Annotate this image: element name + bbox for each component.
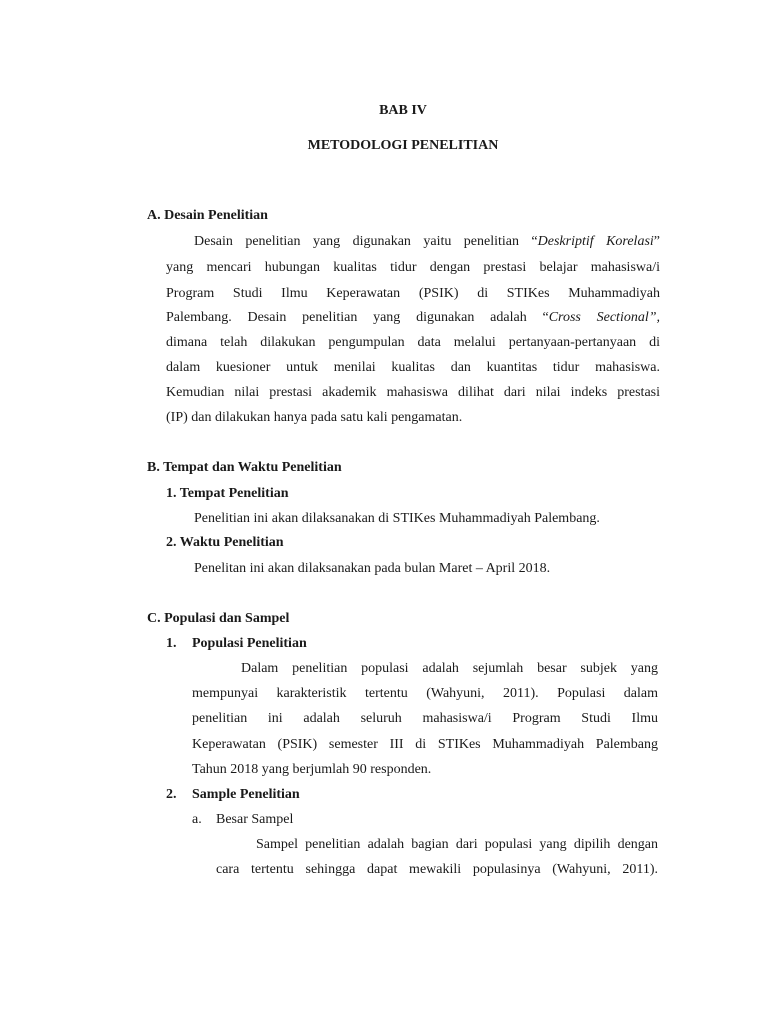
section-c-item-1-line-4: Keperawatan (PSIK) semester III di STIKes Muhammadiyah Palembang xyxy=(192,737,658,752)
section-a-line-5: dimana telah dilakukan pengumpulan data melalui pertanyaan-pertanyaan di xyxy=(166,335,660,350)
section-c-item-1-line-5: Tahun 2018 yang berjumlah 90 responden. xyxy=(192,762,432,777)
section-c-sub-a-heading: Besar Sampel xyxy=(216,812,294,827)
section-b-item-1-text: Penelitian ini akan dilaksanakan di STIKes Muhammadiyah Palembang. xyxy=(194,511,600,526)
page-title: METODOLOGI PENELITIAN xyxy=(307,138,499,153)
section-c-heading: C. Populasi dan Sampel xyxy=(147,611,290,626)
section-c-item-1-number: 1. xyxy=(166,636,177,651)
section-b-heading: B. Tempat dan Waktu Penelitian xyxy=(147,460,342,475)
section-b-item-2-text: Penelitan ini akan dilaksanakan pada bulan Maret – April 2018. xyxy=(194,561,551,576)
section-c-item-1-heading: Populasi Penelitian xyxy=(192,636,307,651)
chapter-heading: BAB IV xyxy=(379,103,427,118)
section-a-line-3: Program Studi Ilmu Keperawatan (PSIK) di STIKes Muhammadiyah xyxy=(166,286,660,301)
section-c-sub-a-line-2: cara tertentu sehingga dapat mewakili populasinya (Wahyuni, 2011). xyxy=(216,862,658,877)
section-c-item-1-line-1: Dalam penelitian populasi adalah sejumlah besar subjek yang xyxy=(241,661,658,676)
section-a-line-7: Kemudian nilai prestasi akademik mahasiswa dilihat dari nilai indeks prestasi xyxy=(166,385,660,400)
section-c-sub-a-letter: a. xyxy=(192,812,202,827)
section-a-line-8: (IP) dan dilakukan hanya pada satu kali pengamatan. xyxy=(166,410,463,425)
section-c-item-1-line-3: penelitian ini adalah seluruh mahasiswa/i Program Studi Ilmu xyxy=(192,711,658,726)
section-a-line-4: Palembang. Desain penelitian yang digunakan adalah “Cross Sectional”, xyxy=(166,310,661,325)
section-c-item-2-heading: Sample Penelitian xyxy=(192,787,300,802)
section-a-heading: A. Desain Penelitian xyxy=(147,208,268,223)
section-a-line-2: yang mencari hubungan kualitas tidur dengan prestasi belajar mahasiswa/i xyxy=(166,260,660,275)
section-b-item-2-heading: 2. Waktu Penelitian xyxy=(166,535,284,550)
section-b-item-1-heading: 1. Tempat Penelitian xyxy=(166,486,289,501)
section-a-line-6: dalam kuesioner untuk menilai kualitas dan kuantitas tidur mahasiswa. xyxy=(166,360,660,375)
section-c-item-1-line-2: mempunyai karakteristik tertentu (Wahyuni, 2011). Populasi dalam xyxy=(192,686,658,701)
section-a-line-1: Desain penelitian yang digunakan yaitu penelitian “Deskriptif Korelasi” xyxy=(194,234,660,249)
section-c-sub-a-line-1: Sampel penelitian adalah bagian dari populasi yang dipilih dengan xyxy=(256,837,658,852)
section-c-item-2-number: 2. xyxy=(166,787,177,802)
